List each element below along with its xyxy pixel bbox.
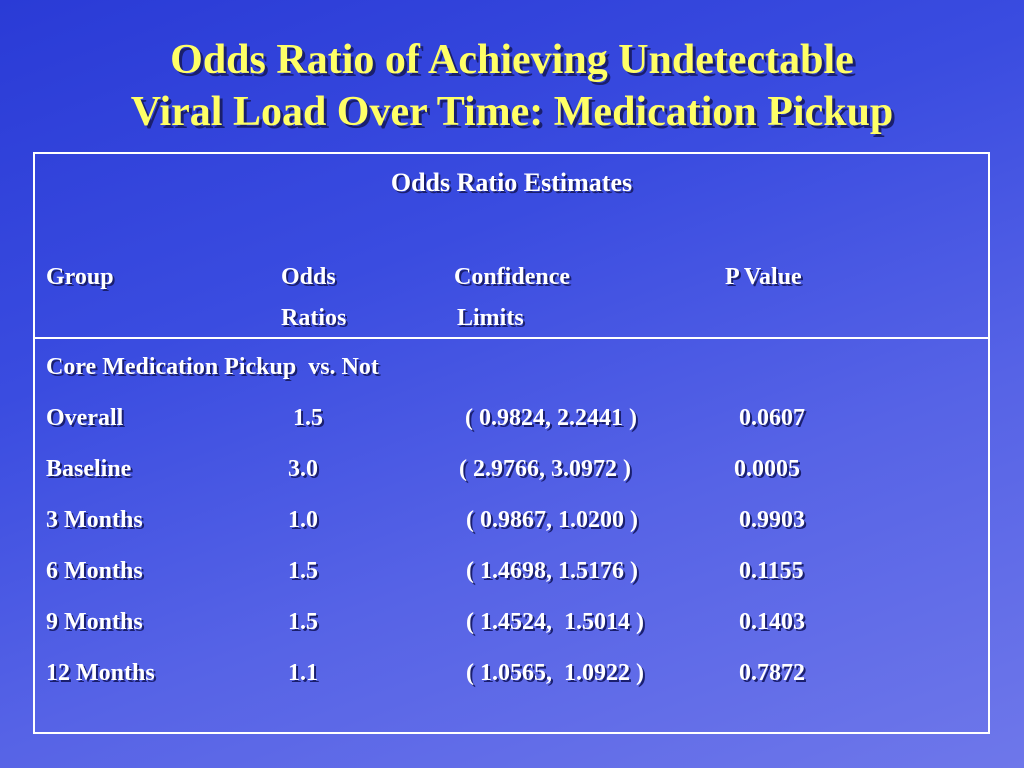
header-odds-line1: Odds [281, 264, 336, 290]
title-line-1: Odds Ratio of Achieving Undetectable [170, 37, 854, 83]
row-ci: ( 1.4524, 1.5014 ) [466, 609, 644, 635]
header-divider [35, 337, 988, 339]
row-pvalue: 0.7872 [739, 660, 805, 686]
row-ci: ( 2.9766, 3.0972 ) [459, 456, 631, 482]
row-group: 6 Months [46, 558, 143, 584]
row-ci: ( 1.4698, 1.5176 ) [466, 558, 638, 584]
row-odds: 1.5 [288, 558, 318, 584]
row-pvalue: 0.1155 [739, 558, 804, 584]
row-group: 9 Months [46, 609, 143, 635]
header-pvalue: P Value [725, 264, 802, 290]
row-group: Overall [46, 405, 124, 431]
row-odds: 1.5 [288, 609, 318, 635]
table-caption: Odds Ratio Estimates [390, 168, 633, 197]
section-label: Core Medication Pickup vs. Not [46, 354, 379, 380]
row-odds: 1.5 [293, 405, 323, 431]
row-ci: ( 0.9824, 2.2441 ) [465, 405, 637, 431]
header-group: Group [46, 264, 114, 290]
title-line-2: Viral Load Over Time: Medication Pickup [130, 89, 894, 135]
row-group: Baseline [46, 456, 132, 482]
odds-ratio-table [33, 152, 990, 734]
row-group: 12 Months [46, 660, 155, 686]
row-odds: 1.0 [288, 507, 318, 533]
row-odds: 3.0 [288, 456, 318, 482]
row-ci: ( 0.9867, 1.0200 ) [466, 507, 638, 533]
row-pvalue: 0.0607 [739, 405, 805, 431]
row-odds: 1.1 [288, 660, 318, 686]
slide-title [0, 34, 1024, 138]
row-pvalue: 0.0005 [734, 456, 800, 482]
row-pvalue: 0.9903 [739, 507, 805, 533]
row-pvalue: 0.1403 [739, 609, 805, 635]
header-confidence-line2: Limits [457, 305, 524, 331]
header-odds-line2: Ratios [281, 305, 347, 331]
row-ci: ( 1.0565, 1.0922 ) [466, 660, 644, 686]
header-confidence-line1: Confidence [454, 264, 570, 290]
row-group: 3 Months [46, 507, 143, 533]
